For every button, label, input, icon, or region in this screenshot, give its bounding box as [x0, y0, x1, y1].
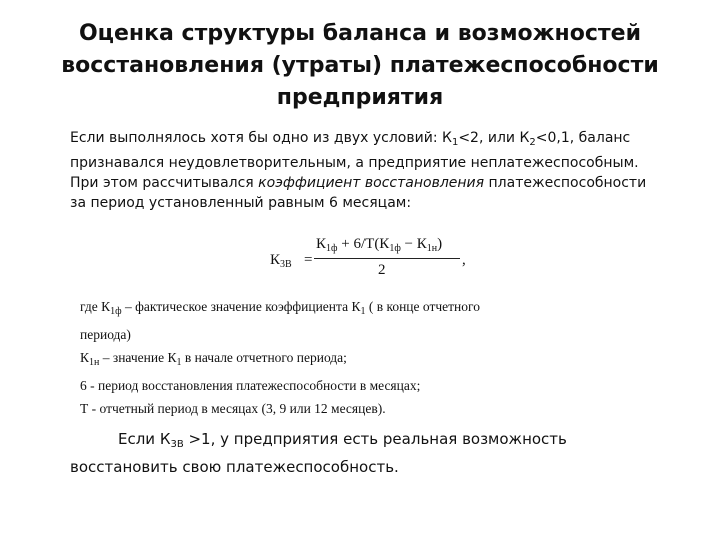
paragraph-line-3: При этом рассчитывался коэффициент восстановления платежеспособности	[70, 175, 647, 191]
intro-paragraph	[70, 128, 680, 213]
formula-legend	[80, 295, 530, 420]
formula-numerator: $К_{1ф} + 6/Т(К_{1ф} - К_{1н})$	[316, 236, 443, 254]
paragraph-line-1: Если выполнялось хотя бы одно из двух условий: $К_1<2$, или $К_2<0,1$, баланс	[70, 130, 631, 148]
paragraph-line-4: за период установленный равным 6 месяцам:	[70, 195, 412, 211]
conclusion-line-1: Если $К_{3В} >1$, у предприятия есть реальная возможность	[118, 430, 567, 450]
title-line-2: восстановления (утраты) платежеспособности	[61, 53, 659, 78]
legend-line-5: Т - отчетный период в месяцах (3, 9 или 12 месяцев).	[80, 401, 386, 416]
paragraph-line-2: признавался неудовлетворительным, а предприятие неплатежеспособным.	[70, 155, 639, 171]
page-title	[30, 18, 690, 114]
legend-line-4: 6 - период восстановления платежеспособности в месяцах;	[80, 378, 421, 393]
recovery-formula	[270, 236, 480, 288]
formula-comma: ,	[462, 252, 466, 268]
title-line-1: Оценка структуры баланса и возможностей	[78, 21, 641, 46]
legend-line-3: $К_{1н}$ – значение $К_1$ в начале отчетного периода;	[80, 350, 347, 368]
legend-line-2: периода)	[80, 327, 131, 342]
formula-denominator: 2	[378, 262, 386, 278]
legend-line-1: где $К_{1ф}$ – фактическое значение коэффициента $К_1$ ( в конце отчетного	[80, 299, 480, 317]
conclusion-line-2: восстановить свою платежеспособность.	[70, 458, 399, 476]
title-line-3: предприятия	[276, 85, 444, 110]
formula-lhs: $К_{3В}$	[270, 252, 292, 270]
formula-equals: =	[304, 252, 313, 268]
fraction-bar	[314, 258, 460, 259]
emphasis-term: коэффициент восстановления	[258, 175, 485, 191]
conclusion-paragraph	[70, 428, 670, 478]
